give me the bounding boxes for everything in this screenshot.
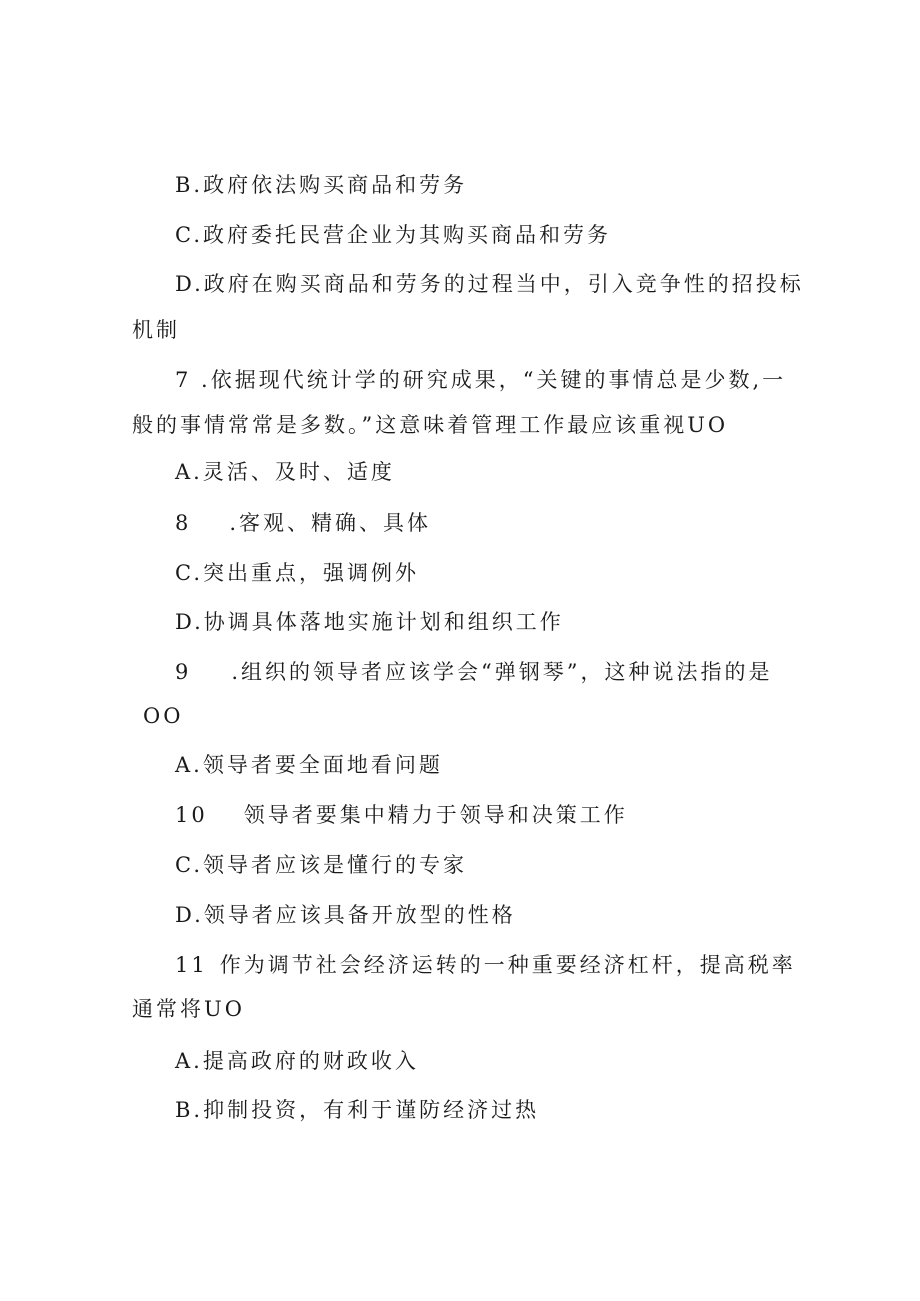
option-d-q6-continued: 机制 <box>132 318 180 342</box>
option-a-q7: A.灵活、及时、适度 <box>175 460 395 484</box>
option-c-q7: C.突出重点，强调例外 <box>175 561 419 585</box>
question-7-continued: 般的事情常常是多数。”这意味着管理工作最应该重视UO <box>132 413 729 437</box>
option-c-q9: C.领导者应该是懂行的专家 <box>175 853 467 877</box>
question-11-line <box>175 951 796 979</box>
option-d-q7: D.协调具体落地实施计划和组织工作 <box>175 610 564 634</box>
option-b-q11: B.抑制投资，有利于谨防经济过热 <box>175 1098 540 1122</box>
question-9-line <box>175 658 773 686</box>
question-8-line <box>175 509 431 537</box>
option-b-q6: B.政府依法购买商品和劳务 <box>175 173 468 197</box>
option-c-q6: C.政府委托民营企业为其购买商品和劳务 <box>175 223 611 247</box>
question-8-text: .客观、精确、具体 <box>229 511 432 535</box>
question-number: 9 <box>175 660 192 684</box>
option-d-q9: D.领导者应该具备开放型的性格 <box>175 903 516 927</box>
question-number: 11 <box>175 953 208 977</box>
option-a-q9: A.领导者要全面地看问题 <box>175 753 443 777</box>
question-11-continued: 通常将UO <box>132 997 245 1021</box>
question-number: 10 <box>175 803 208 827</box>
question-9-text: .组织的领导者应该学会“弹钢琴”，这种说法指的是 <box>231 660 773 684</box>
question-11-text: 作为调节社会经济运转的一种重要经济杠杆，提高税率 <box>219 953 796 977</box>
option-d-q6: D.政府在购买商品和劳务的过程当中，引入竞争性的招投标 <box>175 272 804 296</box>
question-10-text: 领导者要集中精力于领导和决策工作 <box>243 803 628 827</box>
option-a-q11: A.提高政府的财政收入 <box>175 1049 419 1073</box>
question-number: 8 <box>175 511 192 535</box>
question-9-continued: OO <box>143 704 184 728</box>
question-10-line <box>175 801 628 829</box>
question-7: 7 .依据现代统计学的研究成果，“关键的事情总是少数,一 <box>175 368 787 392</box>
